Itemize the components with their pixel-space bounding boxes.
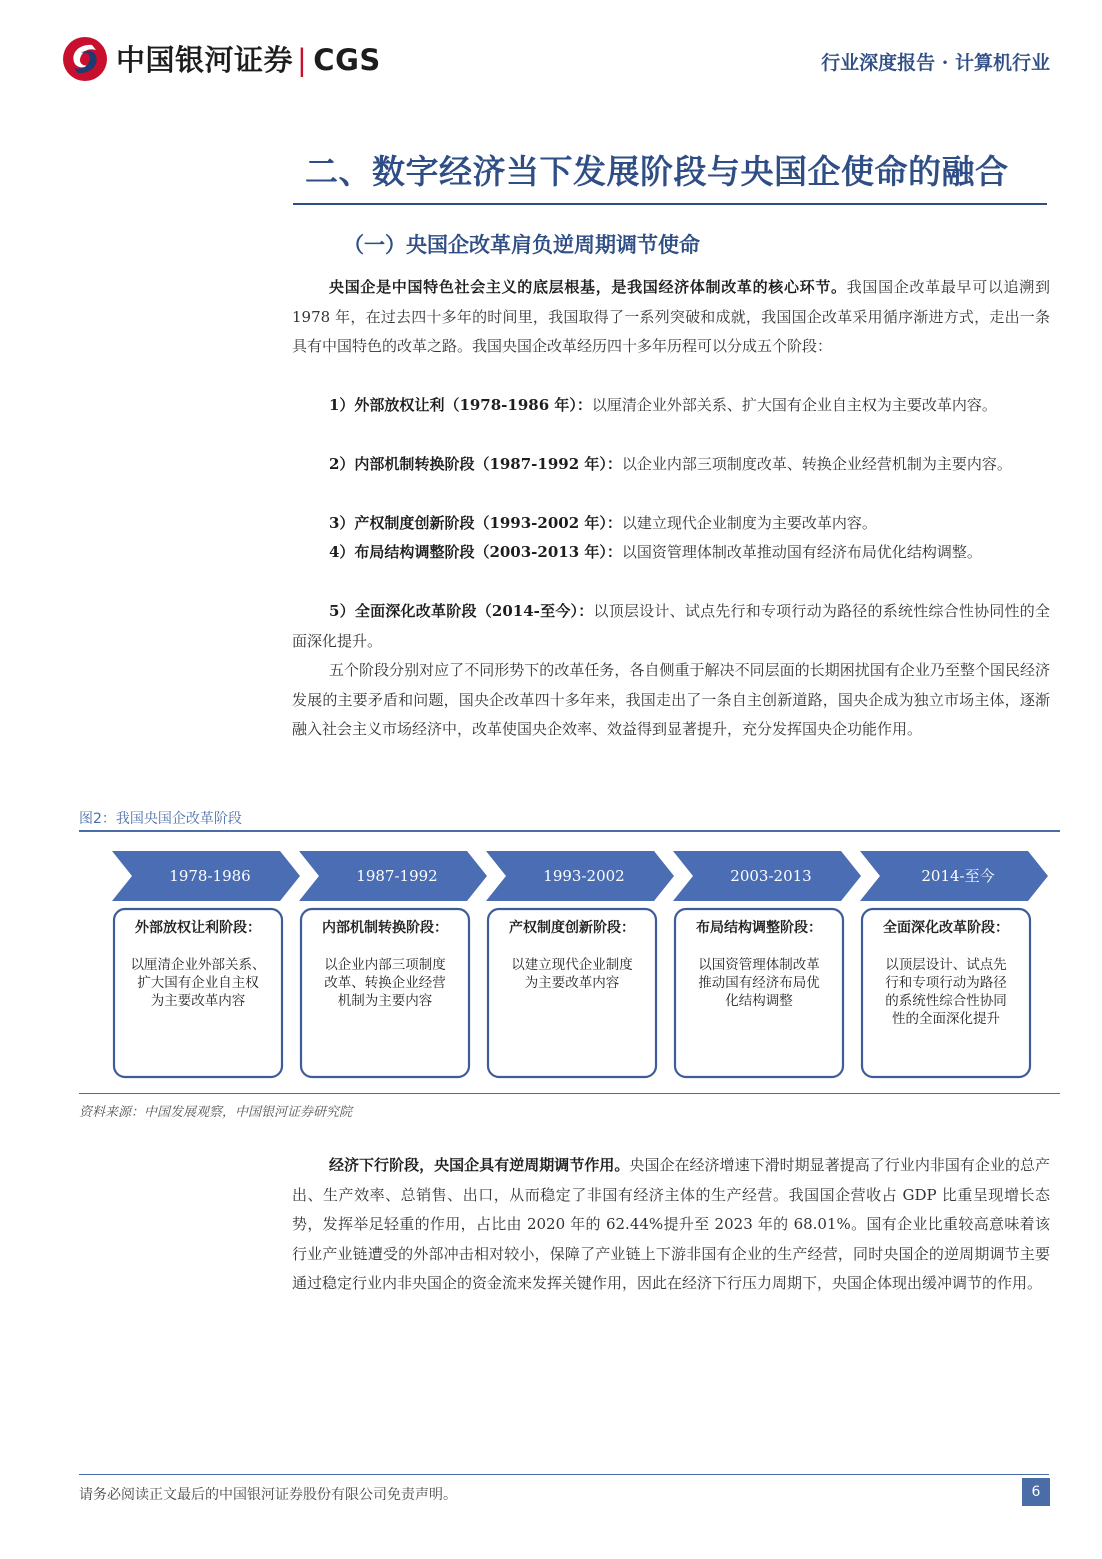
stage-period-label: 1978-1986 [169,867,251,885]
stage-box-desc-line: 的系统性综合性协同 [885,993,1007,1009]
brand-cn: 中国银河证券 [116,43,294,77]
stage-period-label: 2003-2013 [730,867,812,885]
stage-box-title: 外部放权让利阶段： [135,920,261,936]
countercyclical-bold: 经济下行阶段，央国企具有逆周期调节作用。 [329,1156,630,1174]
stage-rest: 以顶层设计、试点先行和专项行动为路径的系统性综合性协同性的全面深化提升。 [292,602,1050,650]
figure-source: 资料来源：中国发展观察，中国银河证券研究院 [79,1105,353,1120]
stage-bold: 3）产权制度创新阶段（1993-2002 年）： [329,514,622,532]
stage-period-label: 1993-2002 [543,867,625,885]
stage-box-desc-line: 推动国有经济布局优 [698,975,820,991]
stage-box-desc-line: 行和专项行动为路径 [885,975,1007,991]
figure-caption: 图2：我国央国企改革阶段 [79,811,242,827]
intro-bold: 央国企是中国特色社会主义的底层根基，是我国经济体制改革的核心环节。 [329,278,847,296]
stage-bold: 2）内部机制转换阶段（1987-1992 年）： [329,455,622,473]
stage-item [292,538,1050,568]
stage-box-title: 产权制度创新阶段： [509,920,635,936]
stage-rest: 以国资管理体制改革推动国有经济布局优化结构调整。 [621,543,982,561]
paragraph-countercyclical [292,1151,1050,1299]
stage-box-desc-line: 以顶层设计、试点先 [885,957,1007,973]
stage-bold: 5）全面深化改革阶段（2014-至今）： [329,602,594,620]
countercyclical-rest: 央国企在经济增速下滑时期显著提高了行业内非国有企业的总产出、生产效率、总销售、出口，从而稳定了非国有经济主体的生产经营。我国国企营收占 GDP 比重呈现增长态势，发挥举足轻重的作用，占比由 2020 年的 62.44%提升至 2023 年的 68.01%。国有企业比重较高意味着该行业产业链遭受的外部冲击相对较小，保障了产业链上下游非国有企业的生产经营，同时央国企的逆周期调节主要通过稳定行业内非央国企的资金流来发挥关键作用，因此在经济下行压力周期下，央国企体现出缓冲调节的作用。 [292,1156,1050,1292]
stage-box-desc-line: 为主要改革内容 [150,993,246,1009]
reform-stages-diagram [79,838,1060,1088]
stage-item [292,391,1050,421]
stage-item [292,450,1050,480]
stage-box-title: 内部机制转换阶段： [322,920,448,936]
footer-rule [79,1474,1049,1475]
industry-label: 计算机行业 [954,52,1050,74]
header-dot: · [941,52,949,74]
brand-logo-icon [62,36,108,82]
paragraph-summary: 五个阶段分别对应了不同形势下的改革任务，各自侧重于解决不同层面的长期困扰国有企业乃至整个国民经济发展的主要矛盾和问题，国央企改革四十多年来，我国走出了一条自主创新道路，国央企成为独立市场主体，逐渐融入社会主义市场经济中，改革使国央企效率、效益得到显著提升，充分发挥国央企功能作用。 [292,661,1050,738]
stage-item [292,597,1050,656]
paragraph-intro [292,273,1050,362]
brand-en: CGS [313,43,381,77]
stage-box-desc-line: 性的全面深化提升 [892,1011,1000,1027]
stage-period-label: 1987-1992 [356,867,438,885]
stage-box-desc-line: 化结构调整 [725,993,793,1009]
stage-bold: 4）布局结构调整阶段（2003-2013 年）： [329,543,622,561]
stage-box-desc-line: 以建立现代企业制度 [511,957,633,973]
figure-top-rule [79,830,1060,832]
stage-rest: 以建立现代企业制度为主要改革内容。 [621,514,877,532]
stage-box-desc-line: 为主要改革内容 [524,975,620,991]
figure-bottom-rule [79,1093,1060,1094]
section-title: 二、数字经济当下发展阶段与央国企使命的融合 [305,152,1009,191]
page-number: 6 [1022,1478,1050,1506]
stage-box-desc-line: 以国资管理体制改革 [698,957,820,973]
stage-box-desc-line: 改革、转换企业经营 [324,975,446,991]
stage-box-desc-line: 机制为主要内容 [337,993,433,1009]
header-report-label [821,48,1050,75]
footer-disclaimer: 请务必阅读正文最后的中国银河证券股份有限公司免责声明。 [79,1487,457,1503]
stage-box-title: 全面深化改革阶段： [883,920,1009,936]
stage-box-desc-line: 扩大国有企业自主权 [137,975,259,991]
stage-box-desc-line: 以厘清企业外部关系、 [130,957,266,973]
stage-period-label: 2014-至今 [921,867,995,885]
subsection-title: （一）央国企改革肩负逆周期调节使命 [343,232,700,257]
stage-box-title: 布局结构调整阶段： [696,920,822,936]
intro-rest: 我国国企改革最早可以追溯到 1978 年，在过去四十多年的时间里，我国取得了一系列突破和成就，我国国企改革采用循序渐进方式，走出一条具有中国特色的改革之路。我国央国企改革经历四十多年历程可以分成五个阶段： [292,278,1050,355]
brand-name: 中国银河证券 | CGS [116,43,381,77]
stage-item [292,509,1050,539]
stage-bold: 1）外部放权让利（1978-1986 年）： [329,396,592,414]
report-type: 行业深度报告 [821,52,936,74]
stage-box-desc-line: 以企业内部三项制度 [324,957,446,973]
stage-rest: 以企业内部三项制度改革、转换企业经营机制为主要内容。 [621,455,1012,473]
title-divider [293,203,1047,205]
stage-rest: 以厘清企业外部关系、扩大国有企业自主权为主要改革内容。 [591,396,997,414]
